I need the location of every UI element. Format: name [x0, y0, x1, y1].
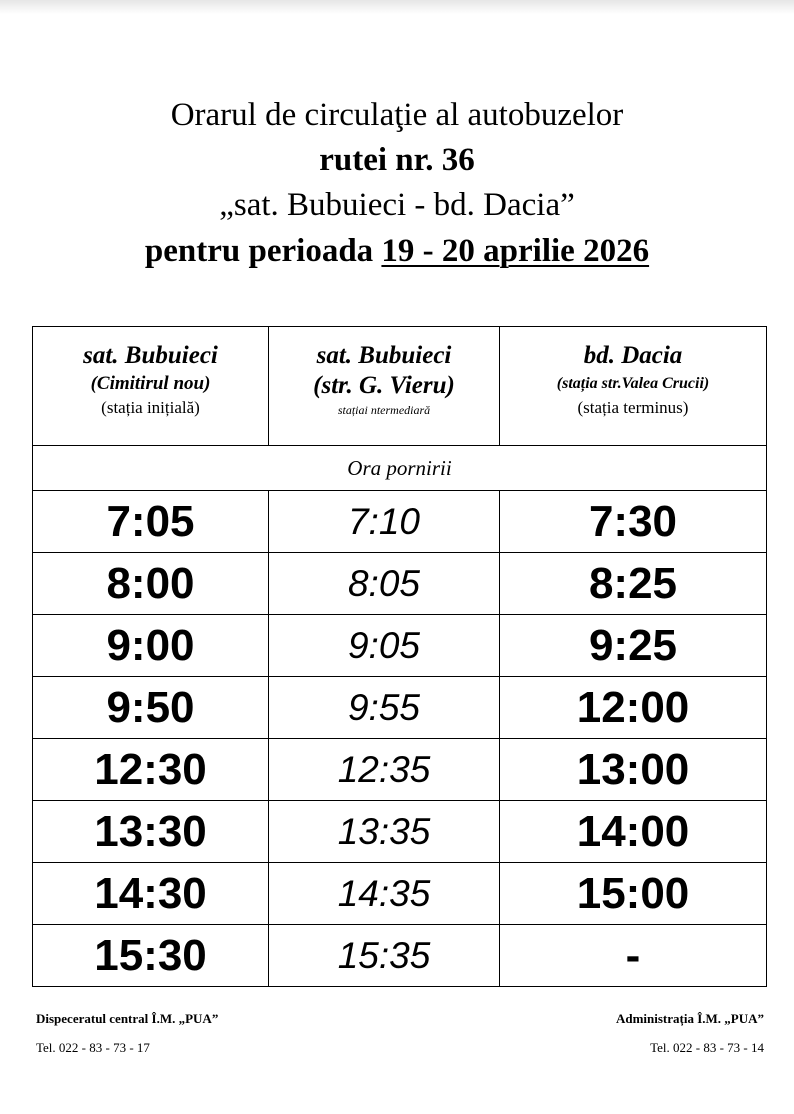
table-row — [33, 677, 767, 739]
header-row — [33, 327, 767, 446]
table-row — [33, 553, 767, 615]
end-time: 15:00 — [500, 863, 767, 925]
mid-time: 12:35 — [269, 739, 500, 801]
departure-label: Ora pornirii — [33, 446, 767, 491]
departure-label-row — [33, 446, 767, 491]
column-header-end — [500, 327, 767, 446]
start-time: 7:05 — [33, 491, 269, 553]
mid-time: 15:35 — [269, 925, 500, 987]
column-header-sub: (Cimitirul nou) — [90, 373, 211, 394]
mid-time: 8:05 — [269, 553, 500, 615]
column-header-mid — [269, 327, 500, 446]
start-time: 9:00 — [33, 615, 269, 677]
mid-time: 14:35 — [269, 863, 500, 925]
table-row — [33, 801, 767, 863]
table-row — [33, 863, 767, 925]
table-row — [33, 491, 767, 553]
admin-org: Administrația Î.M. „PUA” — [615, 1011, 764, 1026]
start-time: 15:30 — [33, 925, 269, 987]
start-time: 12:30 — [33, 739, 269, 801]
table-row — [33, 615, 767, 677]
mid-time: 9:55 — [269, 677, 500, 739]
schedule-table — [32, 326, 767, 987]
route-name: „sat. Bubuieci - bd. Dacia” — [219, 187, 575, 223]
end-time: 8:25 — [500, 553, 767, 615]
column-header-sub: (str. G. Vieru) — [313, 372, 455, 399]
end-time: 7:30 — [500, 491, 767, 553]
period-prefix: pentru perioada — [144, 233, 382, 269]
end-time: 9:25 — [500, 615, 767, 677]
table-row — [33, 739, 767, 801]
mid-time: 7:10 — [269, 491, 500, 553]
period-dates: 19 - 20 aprilie 2026 — [381, 233, 650, 269]
end-time: 13:00 — [500, 739, 767, 801]
column-header-name: sat. Bubuieci — [83, 342, 218, 369]
table-row — [33, 925, 767, 987]
end-time: 12:00 — [500, 677, 767, 739]
period-line — [0, 228, 794, 274]
route-number: rutei nr. 36 — [319, 142, 475, 178]
title-line-1: Orarul de circulaţie al autobuzelor — [170, 97, 624, 133]
column-header-name: sat. Bubuieci — [316, 342, 452, 369]
start-time: 14:30 — [33, 863, 269, 925]
title-block — [0, 92, 794, 274]
column-header-name: bd. Dacia — [583, 342, 683, 369]
start-time: 9:50 — [33, 677, 269, 739]
admin-phone: Tel. 022 - 83 - 73 - 14 — [650, 1040, 764, 1055]
column-header-role: (stația inițială) — [101, 398, 200, 417]
end-time: 14:00 — [500, 801, 767, 863]
column-header-role: (stația terminus) — [577, 398, 689, 417]
end-time: - — [500, 925, 767, 987]
column-header-start — [33, 327, 269, 446]
column-header-sub: (stația str.Valea Crucii) — [556, 375, 710, 392]
mid-time: 9:05 — [269, 615, 500, 677]
mid-time: 13:35 — [269, 801, 500, 863]
top-shadow — [0, 0, 794, 14]
dispatch-org: Dispeceratul central Î.M. „PUA” — [36, 1011, 219, 1026]
column-header-role: stațiai ntermediară — [337, 403, 431, 417]
dispatch-phone: Tel. 022 - 83 - 73 - 17 — [36, 1040, 150, 1055]
start-time: 8:00 — [33, 553, 269, 615]
start-time: 13:30 — [33, 801, 269, 863]
